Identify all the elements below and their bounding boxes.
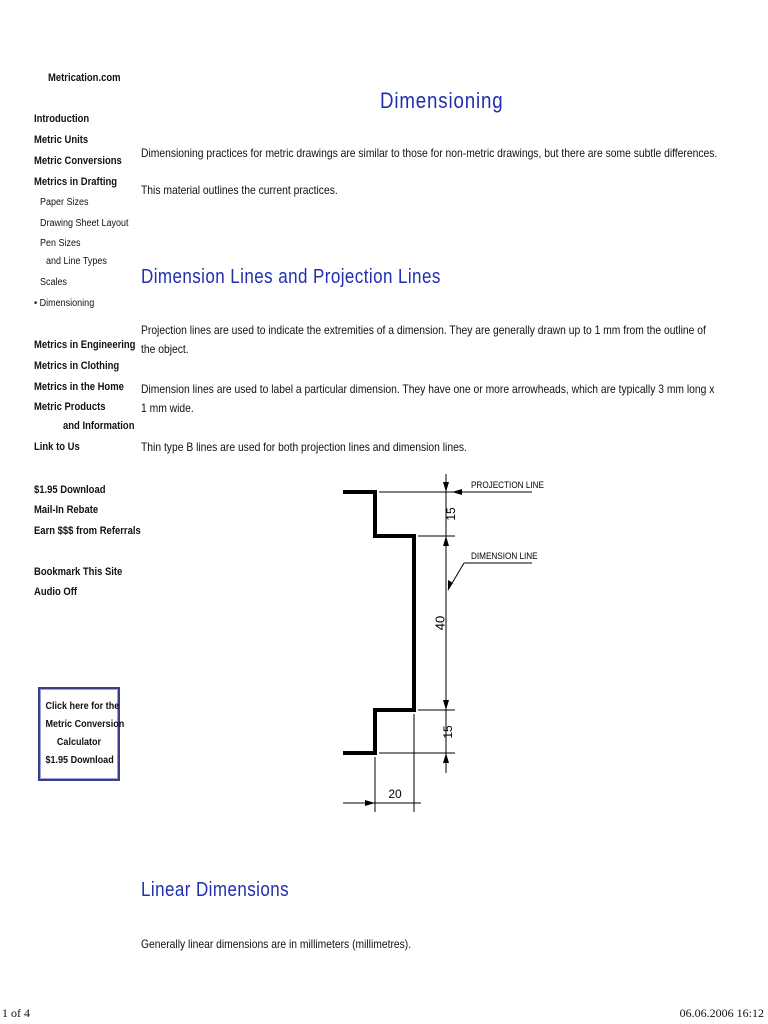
calc-line-3: Calculator bbox=[56, 736, 102, 748]
object-outline bbox=[343, 492, 414, 753]
page-title: Dimensioning bbox=[380, 88, 504, 113]
site-title-link[interactable]: Metrication.com bbox=[48, 72, 121, 84]
calc-line-2: Metric Conversion bbox=[45, 718, 125, 730]
nav-and-line-types[interactable]: and Line Types bbox=[46, 256, 107, 267]
nav-mail-in-rebate[interactable]: Mail-In Rebate bbox=[34, 504, 99, 516]
dim-text-width: 20 bbox=[388, 787, 402, 801]
arrowhead-top-down bbox=[443, 482, 449, 492]
nav-link-to-us[interactable]: Link to Us bbox=[34, 441, 80, 453]
nav-metrics-in-clothing[interactable]: Metrics in Clothing bbox=[34, 360, 120, 372]
nav-metrics-in-the-home[interactable]: Metrics in the Home bbox=[34, 381, 124, 393]
arrowhead-bottom-up bbox=[443, 753, 449, 763]
nav-drawing-sheet-layout[interactable]: Drawing Sheet Layout bbox=[40, 218, 129, 229]
nav-metrics-in-engineering[interactable]: Metrics in Engineering bbox=[34, 339, 136, 351]
page-counter: 1 of 4 bbox=[2, 1006, 30, 1020]
nav-metric-conversions[interactable]: Metric Conversions bbox=[34, 155, 122, 167]
nav-earn-referrals[interactable]: Earn $$$ from Referrals bbox=[34, 525, 141, 537]
nav-metrics-in-drafting[interactable]: Metrics in Drafting bbox=[34, 176, 118, 188]
arrowhead-mid-down bbox=[443, 700, 449, 710]
nav-introduction[interactable]: Introduction bbox=[34, 113, 90, 125]
arrowhead-h-right bbox=[365, 800, 375, 806]
nav-paper-sizes[interactable]: Paper Sizes bbox=[40, 197, 89, 208]
nav-scales[interactable]: Scales bbox=[40, 277, 68, 288]
intro-paragraph: Dimensioning practices for metric drawings are similar to those for non-metric drawings, but there are some subtle differences. bbox=[141, 146, 718, 160]
dimension-lines-paragraph-line1: Dimension lines are used to label a particular dimension. They have one or more arrowheads, which are typically 3 mm long x bbox=[141, 382, 715, 396]
type-b-lines-paragraph: Thin type B lines are used for both projection lines and dimension lines. bbox=[141, 440, 467, 454]
arrowhead-callout-dimension bbox=[448, 580, 453, 590]
dim-text-top: 15 bbox=[444, 507, 459, 521]
bookmark-link[interactable]: Bookmark This Site bbox=[34, 566, 123, 578]
nav-dimensioning-label: Dimensioning bbox=[39, 298, 95, 309]
dimension-lines-paragraph-line2: 1 mm wide. bbox=[141, 401, 194, 415]
intro-paragraph-2: This material outlines the current practices. bbox=[141, 183, 338, 197]
print-timestamp: 06.06.2006 16:12 bbox=[679, 1006, 764, 1020]
nav-and-information[interactable]: and Information bbox=[63, 420, 135, 432]
nav-metric-units[interactable]: Metric Units bbox=[34, 134, 89, 146]
dim-text-middle: 40 bbox=[432, 615, 448, 631]
projection-lines-paragraph-line1: Projection lines are used to indicate the extremities of a dimension. They are generally drawn up to 1 mm from the outline of bbox=[141, 323, 706, 337]
callout-dimension-leader bbox=[448, 563, 464, 590]
section-heading-linear-dimensions: Linear Dimensions bbox=[141, 879, 290, 901]
callout-projection-text: PROJECTION LINE bbox=[470, 479, 544, 491]
arrowhead-mid-up bbox=[443, 536, 449, 546]
arrowhead-callout-projection bbox=[452, 489, 462, 495]
calc-line-1: Click here for the bbox=[45, 700, 120, 712]
nav-dimensioning-current[interactable] bbox=[34, 298, 94, 309]
linear-dimensions-paragraph: Generally linear dimensions are in millimeters (millimetres). bbox=[141, 937, 412, 951]
nav-download[interactable]: $1.95 Download bbox=[34, 484, 106, 496]
audio-toggle[interactable]: Audio Off bbox=[34, 586, 78, 598]
calculator-download-button[interactable] bbox=[38, 687, 125, 781]
section-heading-dimension-lines: Dimension Lines and Projection Lines bbox=[141, 266, 441, 288]
current-page-bullet: • bbox=[34, 298, 38, 309]
nav-metric-products[interactable]: Metric Products bbox=[34, 401, 106, 413]
projection-lines-paragraph-line2: the object. bbox=[141, 342, 189, 356]
callout-dimension-text: DIMENSION LINE bbox=[470, 550, 538, 562]
nav-pen-sizes[interactable]: Pen Sizes bbox=[40, 238, 81, 249]
dim-text-bottom: 15 bbox=[441, 725, 456, 739]
calc-line-4: $1.95 Download bbox=[45, 754, 114, 766]
